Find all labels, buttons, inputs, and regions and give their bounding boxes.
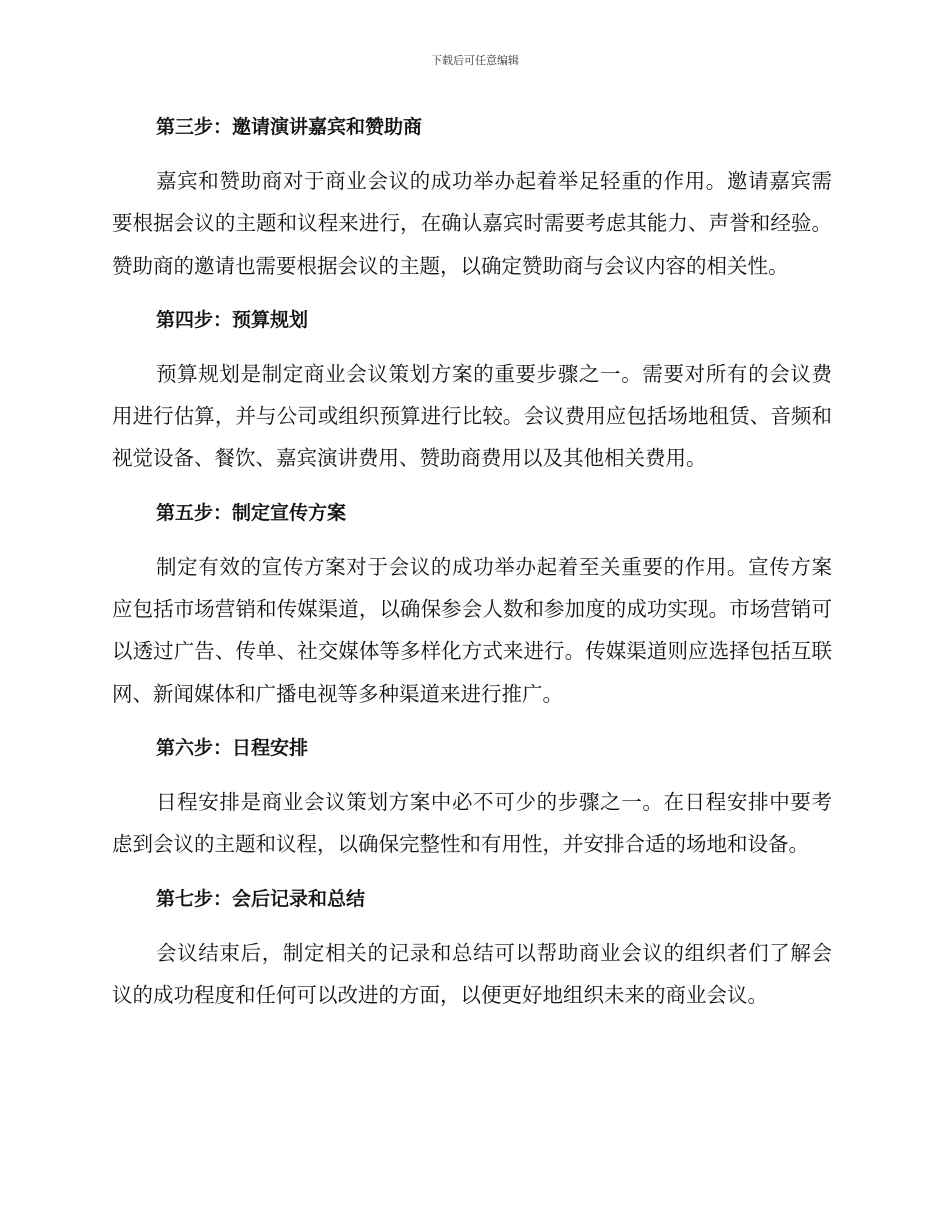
section-step-6 — [112, 727, 832, 866]
section-heading: 第四步：预算规划 — [156, 308, 309, 331]
section-step-7 — [112, 878, 832, 1017]
section-heading: 第六步：日程安排 — [156, 736, 309, 759]
section-heading: 第三步：邀请演讲嘉宾和赞助商 — [156, 116, 423, 138]
section-paragraph: 会议结束后，制定相关的记录和总结可以帮助商业会议的组织者们了解会议的成功程度和任何可以改进的方面，以便更好地组织未来的商业会议。 — [112, 940, 832, 1007]
section-paragraph: 制定有效的宣传方案对于会议的成功举办起着至关重要的作用。宣传方案应包括市场营销和传媒渠道，以确保参会人数和参加度的成功实现。市场营销可以透过广告、传单、社交媒体等多样化方式来进行。传媒渠道则应选择包括互联网、新闻媒体和广播电视等多种渠道来进行推广。 — [112, 554, 832, 706]
section-paragraph: 预算规划是制定商业会议策划方案的重要步骤之一。需要对所有的会议费用进行估算，并与公司或组织预算进行比较。会议费用应包括场地租赁、音频和视觉设备、餐饮、嘉宾演讲费用、赞助商费用以及其他相关费用。 — [112, 361, 832, 471]
section-paragraph: 日程安排是商业会议策划方案中必不可少的步骤之一。在日程安排中要考虑到会议的主题和议程，以确保完整性和有用性，并安排合适的场地和设备。 — [112, 789, 832, 857]
header-note: 下载后可任意编辑 — [431, 54, 519, 67]
section-step-3 — [112, 106, 832, 287]
section-heading: 第七步：会后记录和总结 — [156, 887, 366, 910]
section-paragraph: 嘉宾和赞助商对于商业会议的成功举办起着举足轻重的作用。邀请嘉宾需要根据会议的主题和议程来进行，在确认嘉宾时需要考虑其能力、声誉和经验。赞助商的邀请也需要根据会议的主题，以确定赞助商与会议内容的相关性。 — [112, 169, 832, 278]
section-step-4 — [112, 299, 832, 480]
document-body — [112, 106, 832, 1028]
section-heading: 第五步：制定宣传方案 — [156, 501, 347, 524]
section-step-5 — [112, 492, 832, 715]
